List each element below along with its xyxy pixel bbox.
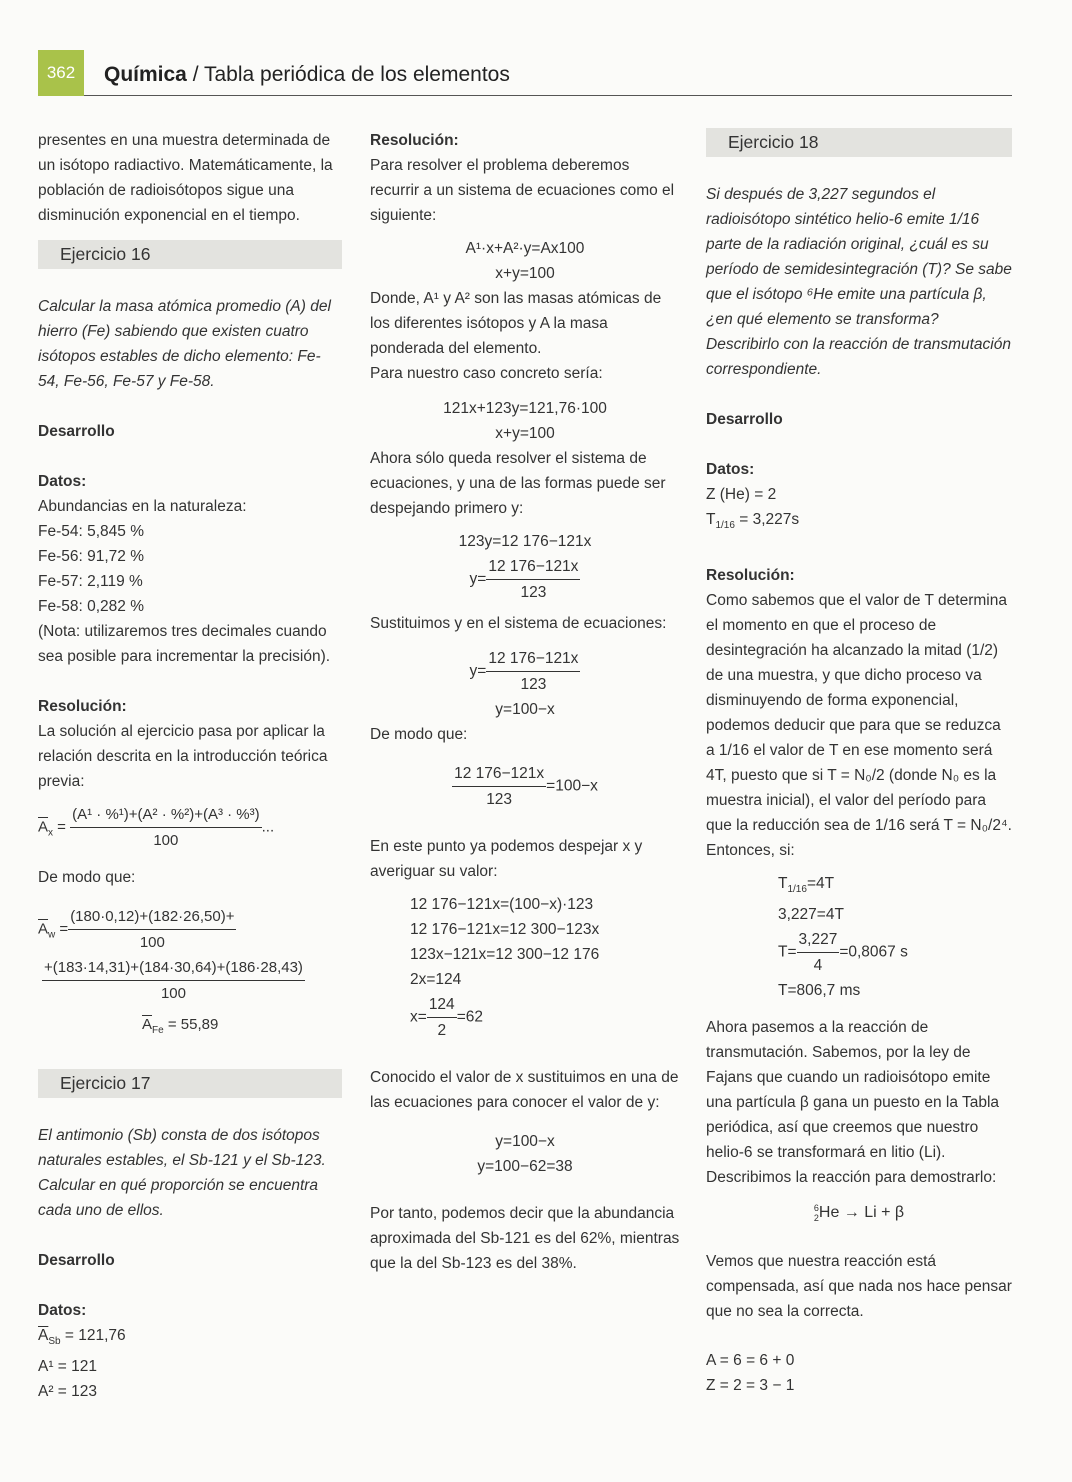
resolucion-heading: Resolución: [38,698,127,715]
column-3 [706,128,1012,1398]
col3-text-1: Como sabemos que el valor de T determina el momento en que el proceso de desintegración ha alcanzado la mitad (1/2) de una muestra, y que dicho proceso va disminuyendo de forma exponencial, podemos deducir que para que se reduzca a 1/16 el valor de T en ese momento será 4T, puesto que si T = N₀/2 (donde N₀ es la muestra inicial), el valor del período para que la reducción sea de 1/16 será T = N₀/2⁴. Entonces, si: [706,592,1012,860]
equation-periodo: $T_{1/16}=4T$ 3,227=4T T= $\frac{3,227}{4}$ =0,8067 s T=806,7 ms [778,875,908,1000]
equation-despeje-x: 12 176−121x=(100−x)·123 12 176−121x=12 300−123x 123x−121x=12 300−12 176 2x=124 x= $\frac{124}{2}$ =62 [410,896,600,1039]
col2-text-9: Por tanto, podemos decir que la abundancia aproximada del Sb-121 es del 62%, mientras que la del Sb-123 es del 38%. [370,1205,680,1272]
datos-line: Abundancias en la naturaleza: [38,498,247,515]
desarrollo-heading: Desarrollo [38,423,115,440]
header-rule [84,95,1012,96]
resolucion-heading: Resolución: [370,132,459,149]
equation-igualdad: $\frac{12 176-121x}{123}$ =100−x [370,761,680,812]
header-subject: Química [104,63,187,86]
column-2 [370,128,680,1276]
datos-heading: Datos: [38,1302,87,1319]
col3-text-3: Describimos la reacción para demostrarlo: [706,1169,997,1187]
datos-heading: Datos: [38,473,87,490]
col2-text-5: Sustituimos y en el sistema de ecuaciones: [370,615,667,632]
col2-text-4: Ahora sólo queda resolver el sistema de ecuaciones, y una de las formas puede ser despejando primero y: [370,450,666,517]
datos-line: (Nota: utilizaremos tres decimales cuando sea posible para incrementar la precisión). [38,623,331,665]
datos-line: Fe-57: 2,119 % [38,573,143,590]
page-number: 362 [38,50,84,96]
check-a: A = 6 = 6 + 0 [706,1352,795,1370]
col2-text-1: Para resolver el problema deberemos recurrir a un sistema de ecuaciones como el siguiente: [370,157,675,224]
exercise-18-statement: Si después de 3,227 segundos el radioisótopo sintético helio-6 emite 1/16 parte de la radiación original, ¿cuál es su período de semidesintegración (T)? Se sabe que el isótopo ⁶He emite una partícula β, ¿en qué elemento se transforma? Describirlo con la reacción de transmutación correspondiente. [706,186,1012,378]
system-equation-2: 121x+123y=121,76·100 x+y=100 [443,400,607,442]
check-z: Z = 2 = 3 − 1 [706,1377,795,1395]
equation-y-final: y=100−x y=100−62=38 [477,1133,573,1175]
datos-sb: $\overline{A}_{Sb} = 121,76$ [38,1327,126,1348]
datos-line: Fe-56: 91,72 % [38,548,144,565]
resolucion-heading: Resolución: [706,567,795,585]
equation-despeje-y: 123y=12 176−121x y= $\frac{12 176-121x}{123}$ [458,533,592,601]
datos-line: Fe-58: 0,282 % [38,598,144,615]
exercise-17-title: Ejercicio 17 [38,1069,342,1098]
reaction-equation: 6 2He → Li + β [813,1202,905,1223]
de-modo-que: De modo que: [38,869,136,886]
exercise-18-title: Ejercicio 18 [706,128,1012,157]
system-equation-1: A¹·x+A²·y=Ax100 x+y=100 [465,240,585,282]
col2-text-2: Donde, A¹ y A² son las masas atómicas de los diferentes isótopos y A la masa ponderada del elemento. [370,290,662,357]
datos-heading: Datos: [706,461,755,478]
resolucion-text: La solución al ejercicio pasa por aplicar la relación descrita en la introducción teórica previa: [38,723,328,790]
header-separator: / [186,63,204,86]
datos-t: $T_{1/16} = 3,227s$ [706,511,800,532]
col2-text-7: En este punto ya podemos despejar x y averiguar su valor: [370,838,643,880]
exercise-17-statement: El antimonio (Sb) consta de dos isótopos naturales estables, el Sb-121 y el Sb-123. Calcular en qué proporción se encuentra cada uno de ellos. [38,1127,326,1219]
col2-text-6: De modo que: [370,726,468,743]
exercise-16-statement: Calcular la masa atómica promedio (A) del hierro (Fe) sabiendo que existen cuatro isótopos estables de dicho elemento: Fe-54, Fe-56, Fe-57 y Fe-58. [38,298,331,390]
desarrollo-heading: Desarrollo [706,411,783,428]
page-header [104,63,510,87]
datos-a2: A² = 123 [38,1383,98,1401]
desarrollo-heading: Desarrollo [38,1252,115,1269]
datos-a1: A¹ = 121 [38,1358,98,1376]
equation-aw: $\overline{A}_w$ = $\frac{(180\cdot 0,12)+(182\cdot 26,50)+}{100}$ $\frac{+(183\cdot 14,31)+(184\cdot 30,64)+(186\cdot 28,43)}{100}$ $\overline{A}_{Fe} = 55,89$ [38,904,342,1043]
col2-text-8: Conocido el valor de x sustituimos en una de las ecuaciones para conocer el valor de y: [370,1069,679,1111]
exercise-16-title: Ejercicio 16 [38,240,342,269]
equation-sustitucion: y= $\frac{12 176-121x}{123}$ y=100−x [370,646,680,722]
col3-text-2: Ahora pasemos a la reacción de transmutación. Sabemos, por la ley de Fajans que cuando un radioisótopo emite una partícula β gana un puesto en la Tabla periódica, así que creemos que nuestro helio-6 se transformará en litio (Li). [706,1019,1000,1162]
col2-text-3: Para nuestro caso concreto sería: [370,365,603,382]
intro-text: presentes en una muestra determinada de un isótopo radiactivo. Matemáticamente, la población de radioisótopos sigue una disminución exponencial en el tiempo. [38,132,333,224]
datos-z: Z (He) = 2 [706,486,777,503]
equation-ax: $\overline{A}_x$ = $\frac{\text{(A¹ · \%¹)+(A² · \%²)+(A³ · \%³)}}{100}$ ... [38,802,342,853]
header-topic: Tabla periódica de los elementos [204,63,510,86]
reaction-text: He → Li + β [818,1204,905,1222]
datos-line: Fe-54: 5,845 % [38,523,144,540]
column-1 [38,128,342,1404]
col3-text-4: Vemos que nuestra reacción está compensada, así que nada nos hace pensar que no sea la correcta. [706,1253,1012,1321]
